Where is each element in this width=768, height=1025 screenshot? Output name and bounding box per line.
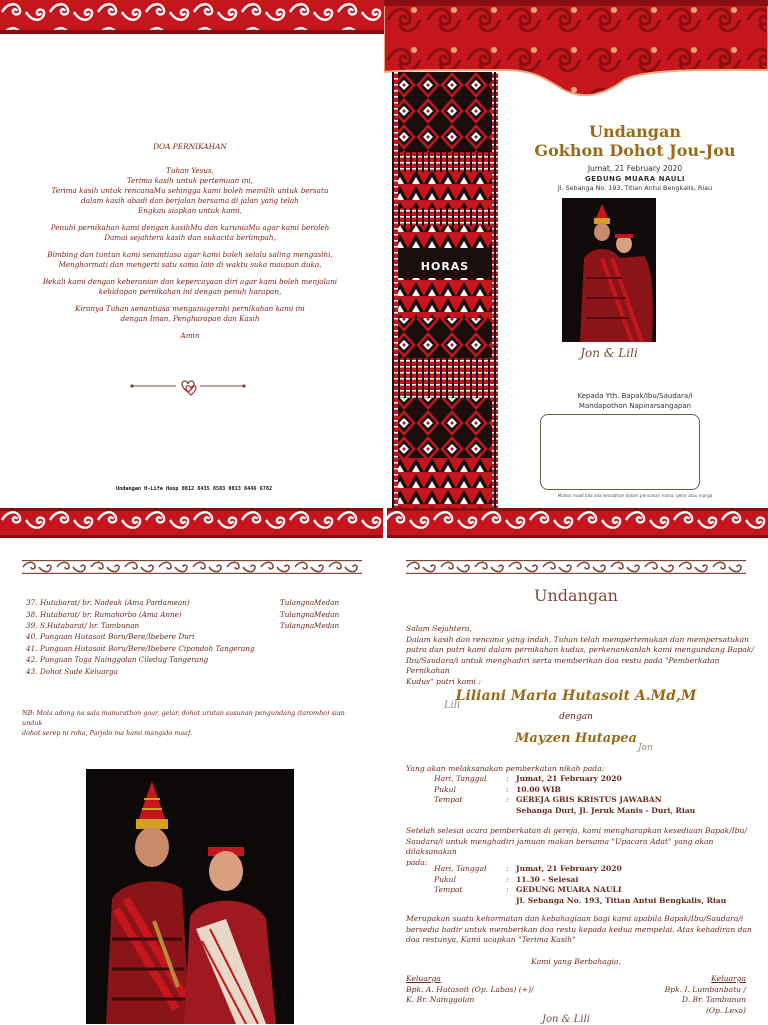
bottom-signature-icon: Jon & Lili <box>542 1014 590 1025</box>
cover-date: Jumat, 21 February 2020 <box>587 164 683 173</box>
list-item: 41. Punguan Hutasoit Boru/Bere/Ibebere Cipondoh Tangerang <box>26 643 255 653</box>
cover-title-line2: Gokhon Dohot Jou-Jou <box>534 141 736 160</box>
cover-page <box>384 0 768 512</box>
top-ornament-border <box>0 0 384 34</box>
couple-photo-large <box>86 769 294 1024</box>
cover-venue: GEDUNG MUARA NAULI <box>585 175 685 183</box>
guest-name-box[interactable] <box>540 414 700 490</box>
list-item: 38. Hutabarat/ br. Rumahorbo (Ama Anne) Tulangna Medan <box>26 609 340 619</box>
connector-text: dengan <box>559 712 593 722</box>
happy-signoff: Kami yang Berbahagia, <box>531 957 621 966</box>
cover-address: Jl. Sebanga No. 193, Titian Antui Bengkalis, Riau <box>557 184 713 192</box>
list-item: 42. Punguan Toga Nainggolan Ciledug Tangerang <box>26 655 209 665</box>
horas-label: HORAS <box>398 259 492 275</box>
ceremony-details: Hari, Tanggal : Jumat, 21 February 2020 Pukul : 10.00 WIB Tempat : GEREJA GBIS KRISTUS JAWABAN Sebanga Duri, Jl. Jeruk Manis - Duri, Riau <box>434 774 696 815</box>
bride-name: Liliani Maria Hutasoit A.Md,M <box>455 688 697 704</box>
closing-text: Merupakan suatu kehormatan dan kebahagiaan bagi kami apabila Bapak/Ibu/Saudara/i bersedia hadir untuk memberikan doa restu kepada kedua mempelai. Atas kehadiran dan doa restunya, Kami ucapkan "Terima Kasih" <box>406 914 752 944</box>
family-right: Keluarga Bpk. I. Lumbanbatu / D. Br. Tambunan (Op. Lexa) <box>664 974 746 1015</box>
groom-initial-icon: Jon <box>638 743 653 753</box>
prayer-page <box>0 0 384 512</box>
prayer-title: DOA PERNIKAHAN <box>153 142 227 151</box>
ceremony-intro: Yang akan melaksanakan pemberkatan nikah pada: <box>406 764 605 773</box>
guest-list-note: NB: Mola adong na sala manurathon goar, gelar, dohot urutan susunan pengundang (tarombo) sian unduk dohot serep ni roha, Parjolo ma hami mangido maaf. <box>22 709 345 737</box>
invitation-ornament <box>406 560 746 574</box>
guest-list <box>26 597 356 677</box>
cover-title-line1: Undangan <box>589 122 681 141</box>
guest-list-ornament <box>22 560 362 574</box>
family-left: Keluarga Bpk. A. Hutasoit (Op. Labas) (+)/ K. Br. Nainggolan <box>406 974 534 1004</box>
addressee-line1: Kepada Yth. Bapak/Ibu/Saudara/i <box>577 392 693 400</box>
bride-initial-icon: Lili <box>444 700 461 711</box>
ulos-fabric-panel <box>392 72 498 510</box>
cover-title <box>510 122 760 160</box>
name-error-note: Mohon maaf bila ada kesalahan dalam penulisan nama, gelar atau marga <box>557 493 713 498</box>
prayer-text: DOA PERNIKAHAN Tuhan Yesus, Terima kasih untuk pertemuan ini, Terima kasih untuk rencanaMu sehingga kami boleh memilih untuk bersatu dalam kasih abadi dan berjalan bersama di jalan yang telah Engkau siapkan untuk kami, Penuhi pernikahan kami dengan kasihMu dan karuniaMu agar kami beroleh Damai sejahtera kasih dan sukacita berlimpah, Bimbing dan tuntun kami senantiasa agar kami boleh selalu saling mengasihi, Menghormati dan mengerti satu sama lain di waktu suka maupun duka, Bekali kami dengan keberanian dan kepercayaan diri agar kami boleh menjalani kehidupan pernikahan ini dengan penuh harapan, Kiranya Tuhan senantiasa menganugerahi pernikahan kami ini dengan Iman, Pengharapan dan Kasih Amin <box>30 142 350 348</box>
reception-details: Hari, Tanggal : Jumat, 21 February 2020 Pukul : 11.30 - Selesai Tempat : GEDUNG MUARA NAULI Jl. Sebanga No. 193, Titian Antui Bengkalis, Riau <box>434 864 727 905</box>
hearts-divider-icon <box>128 374 248 398</box>
invitation-intro: Salam Sejahtera, Dalam kasih dan rencana yang indah, Tuhan telah mempertemukan dan mempersatukan putra dan putri kami dalam pernikahan kudus, perkenankanlah kami mengundang Bapak/ Ibu/Saudara/i untuk menghadiri serta memberikan doa restu pada "Pemberkatan Pernikahan Kudus" putri kami : <box>406 624 754 686</box>
list-item: 37. Hutabarat/ br. Nadeak (Ama Pardamean) Tulangna Medan <box>26 598 340 608</box>
list-item: 40. Punguan Hutasoit Boru/Bere/Ibebere Duri <box>26 632 195 642</box>
invitation-title: Undangan <box>534 586 618 605</box>
groom-name: Mayzen Hutapea <box>515 731 637 746</box>
couple-photo-small <box>562 198 656 342</box>
invitation-page <box>384 538 768 1024</box>
list-item: 39. S.Hutabarat/ br. Tambunan Tulangna Medan <box>26 620 340 630</box>
prayer-footer: Undangan H-Life Hoop 0812 8435 8583 0813 8446 6782 <box>116 486 273 492</box>
list-item: 43. Dohot Sude Keluarga <box>26 666 118 676</box>
reception-intro: Setelah selesai acara pemberkatan di gereja, kami mengharapkan kesediaan Bapak/Ibu/ Saudara/i untuk menghadiri jamuan makan bersama "Upacara Adat" yang akan dilaksanakan pada: <box>406 826 747 867</box>
middle-ornament-border <box>0 508 768 538</box>
addressee-line2: Mandapothon Napinarsangapan <box>578 402 692 410</box>
couple-signature: Jon & Lili <box>580 346 638 360</box>
guest-list-page <box>0 538 384 1024</box>
